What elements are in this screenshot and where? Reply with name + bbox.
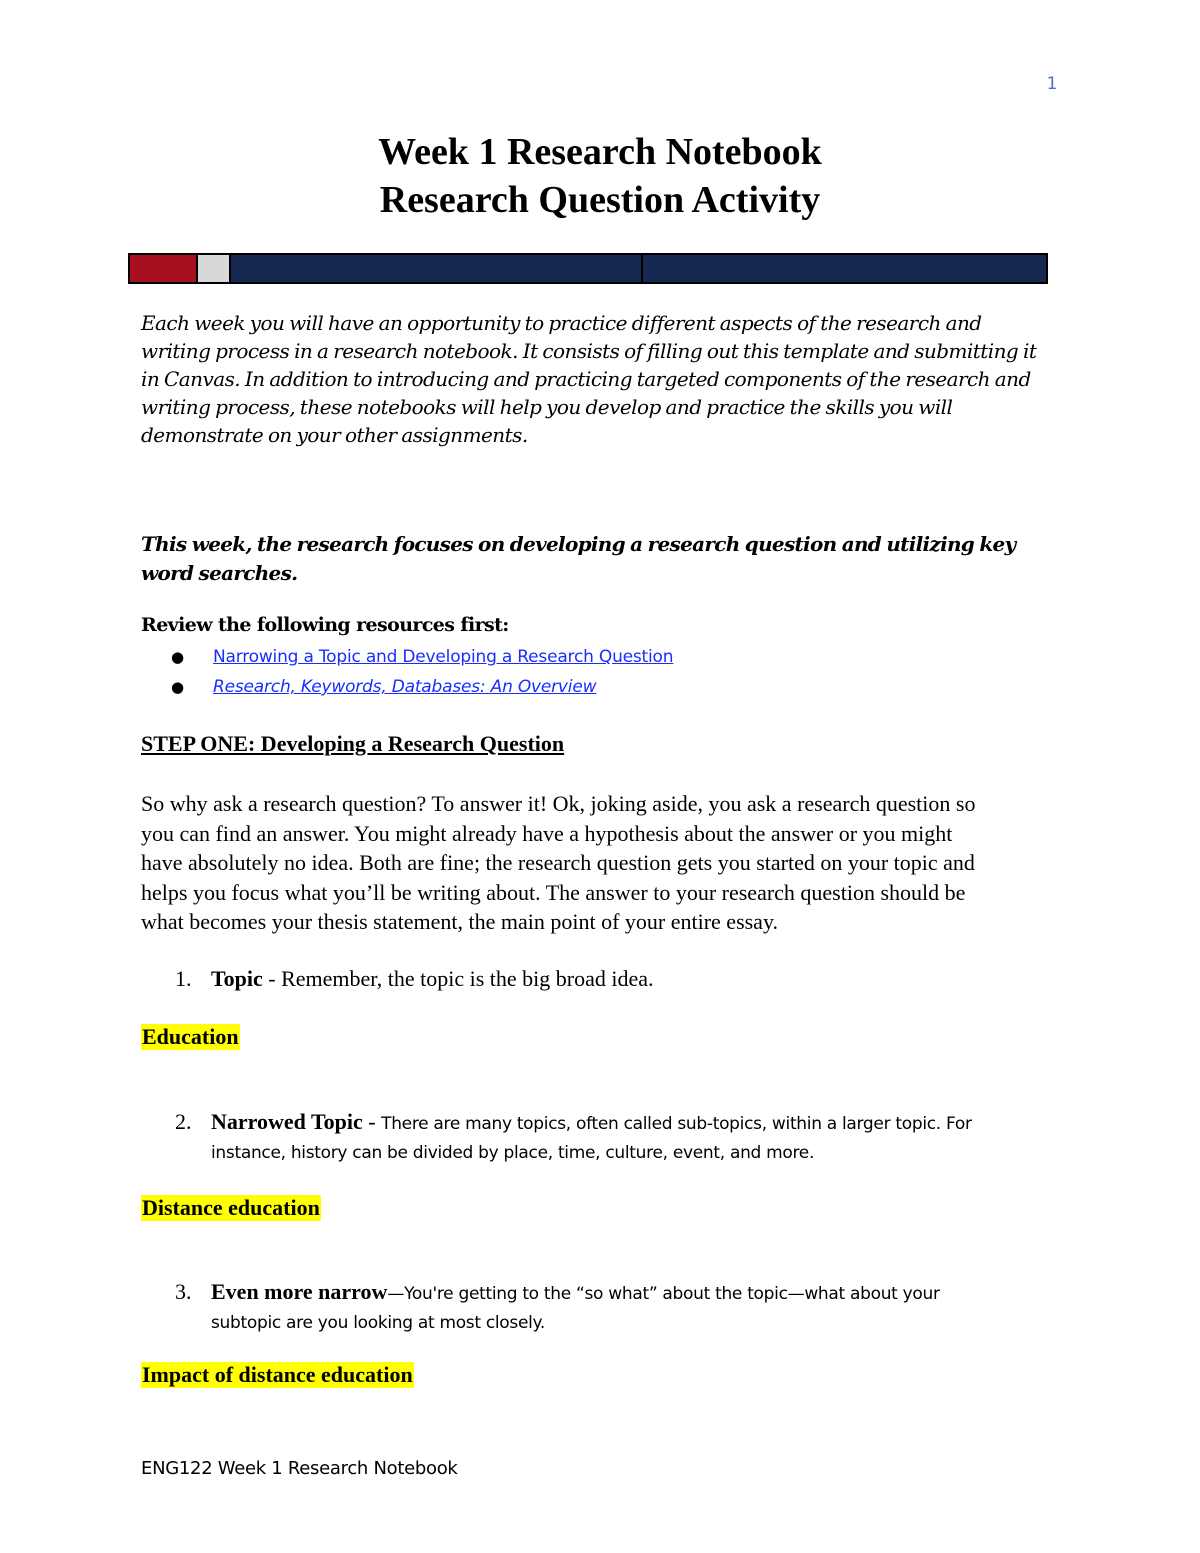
bar-navy-segment-2 (643, 255, 1046, 282)
item-description-continued: subtopic are you looking at most closely. (211, 1313, 545, 1333)
link-narrowing-topic[interactable]: Narrowing a Topic and Developing a Research Question (213, 647, 674, 667)
decorative-color-bar (128, 253, 1048, 284)
intro-line: in Canvas. In addition to introducing and practicing targeted components of the research and (141, 367, 1031, 391)
paragraph-line: you can find an answer. You might already have a hypothesis about the answer or you might (141, 820, 953, 846)
item-separator: - (362, 1109, 382, 1134)
item-body (211, 966, 1065, 992)
paragraph-line: helps you focus what you’ll be writing about. The answer to your research question should be (141, 879, 966, 905)
intro-line: writing process, these notebooks will help you develop and practice the skills you will (141, 395, 953, 419)
focus-line: word searches. (141, 561, 298, 585)
document-title (0, 128, 1200, 224)
item-number: 3. (175, 1279, 192, 1304)
item-body (211, 1109, 1065, 1168)
paragraph-line: So why ask a research question? To answer it! Ok, joking aside, you ask a research question so (141, 791, 976, 816)
answer-topic-highlighted: Education (142, 1024, 239, 1049)
item-separator: - (262, 966, 282, 991)
paragraph-line: have absolutely no idea. Both are fine; the research question gets you started on your topic and (141, 850, 975, 875)
review-resources-heading: Review the following resources first: (141, 614, 509, 636)
title-line-1: Week 1 Research Notebook (378, 131, 822, 173)
step-one-paragraph (141, 789, 1081, 937)
item-label: Topic (211, 966, 263, 991)
intro-line: demonstrate on your other assignments. (141, 423, 528, 447)
resource-item (171, 677, 596, 697)
item-body (211, 1279, 1065, 1338)
page-number: 1 (1046, 74, 1058, 94)
page-footer: ENG122 Week 1 Research Notebook (141, 1458, 458, 1479)
focus-line: This week, the research focuses on developing a research question and utilizing key (141, 532, 1016, 556)
paragraph-line: what becomes your thesis statement, the main point of your entire essay. (141, 909, 779, 934)
answer-narrowed-topic-highlighted: Distance education (142, 1195, 320, 1220)
item-description: You're getting to the “so what” about the topic—what about your (404, 1284, 940, 1304)
title-line-2: Research Question Activity (379, 179, 821, 221)
step-one-heading: STEP ONE: Developing a Research Question (141, 731, 565, 756)
item-separator: — (387, 1284, 405, 1304)
bar-gray-segment (198, 255, 231, 282)
bullet-icon: ● (171, 648, 184, 666)
intro-line: Each week you will have an opportunity to practice different aspects of the research and (141, 311, 982, 335)
numbered-item-even-more-narrow (175, 1279, 1065, 1338)
answer-even-more-narrow-highlighted: Impact of distance education (142, 1362, 413, 1387)
bar-navy-segment-1 (231, 255, 643, 282)
item-number: 2. (175, 1109, 192, 1134)
weekly-focus-statement (141, 530, 1066, 588)
item-number: 1. (175, 966, 192, 991)
resource-item (171, 647, 673, 667)
item-label: Even more narrow (211, 1279, 388, 1304)
item-description: Remember, the topic is the big broad idea. (281, 966, 654, 991)
intro-paragraph (141, 309, 1066, 449)
bar-red-segment (130, 255, 198, 282)
link-research-keywords-databases[interactable]: Research, Keywords, Databases: An Overview (213, 677, 597, 697)
item-description: There are many topics, often called sub-topics, within a larger topic. For (381, 1114, 972, 1134)
numbered-item-narrowed-topic (175, 1109, 1065, 1168)
intro-line: writing process in a research notebook. It consists of filling out this template and submitting it (141, 339, 1037, 363)
numbered-item-topic (175, 966, 1065, 992)
item-description-continued: instance, history can be divided by place, time, culture, event, and more. (211, 1143, 815, 1163)
bullet-icon: ● (171, 678, 184, 696)
item-label: Narrowed Topic (211, 1109, 363, 1134)
